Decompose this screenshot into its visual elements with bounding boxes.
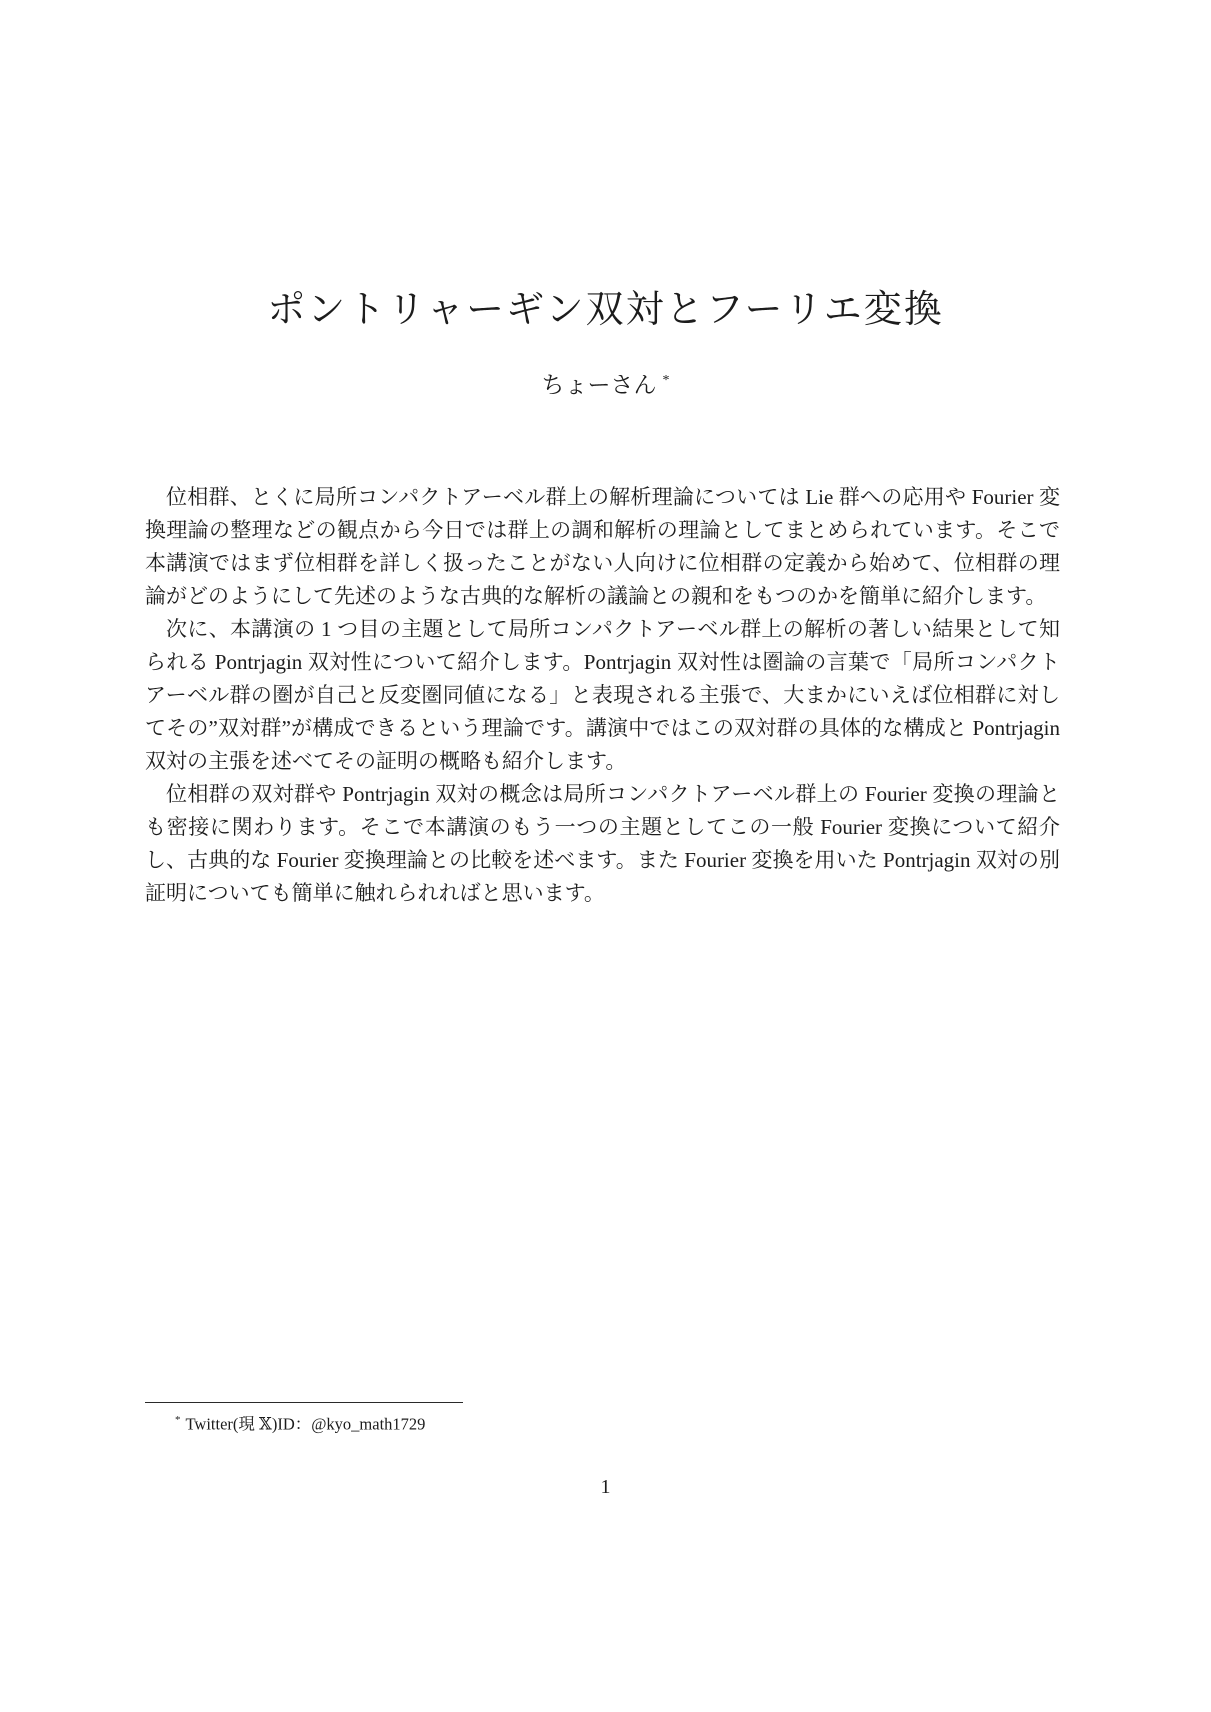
author-name: ちょーさん (541, 372, 657, 398)
abstract-body (145, 481, 1060, 910)
abstract-paragraph-3: 位相群の双対群や Pontrjagin 双対の概念は局所コンパクトアーベル群上の Fourier 変換の理論とも密接に関わります。そこで本講演のもう一つの主題としてこの一般 Fourier 変換について紹介し、古典的な Fourier 変換理論との比較を述べます。また Fourier 変換を用いた Pontrjagin 双対の別証明についても簡単に触れられればと思います。 (145, 782, 1060, 905)
author-line (0, 363, 1211, 404)
abstract-paragraph-2: 次に、本講演の 1 つ目の主題として局所コンパクトアーベル群上の解析の著しい結果として知られる Pontrjagin 双対性について紹介します。Pontrjagin 双対性は圏論の言葉で「局所コンパクトアーベル群の圏が自己と反変圏同値になる」と表現される主張で、大まかにいえば位相群に対してその”双対群”が構成できるという理論です。講演中ではこの双対群の具体的な構成と Pontrjagin 双対の主張を述べてその証明の概略も紹介します。 (145, 617, 1060, 773)
footnote-marker: * (175, 1414, 181, 1426)
abstract-paragraph-1: 位相群、とくに局所コンパクトアーベル群上の解析理論については Lie 群への応用や Fourier 変換理論の整理などの観点から今日では群上の調和解析の理論としてまとめられています。そこで本講演ではまず位相群を詳しく扱ったことがない人向けに位相群の定義から始めて、位相群の理論がどのようにして先述のような古典的な解析の議論との親和をもつのかを簡単に紹介します。 (145, 485, 1060, 608)
footnote-rule (145, 1402, 463, 1403)
footnote-text: Twitter(現 𝕏)ID：@kyo_math1729 (185, 1414, 426, 1434)
author-footnote-marker: * (662, 373, 670, 388)
paper-title: ポントリャーギン双対とフーリエ変換 (267, 289, 944, 331)
footnote (145, 1408, 1060, 1437)
page-number: 1 (600, 1476, 611, 1498)
